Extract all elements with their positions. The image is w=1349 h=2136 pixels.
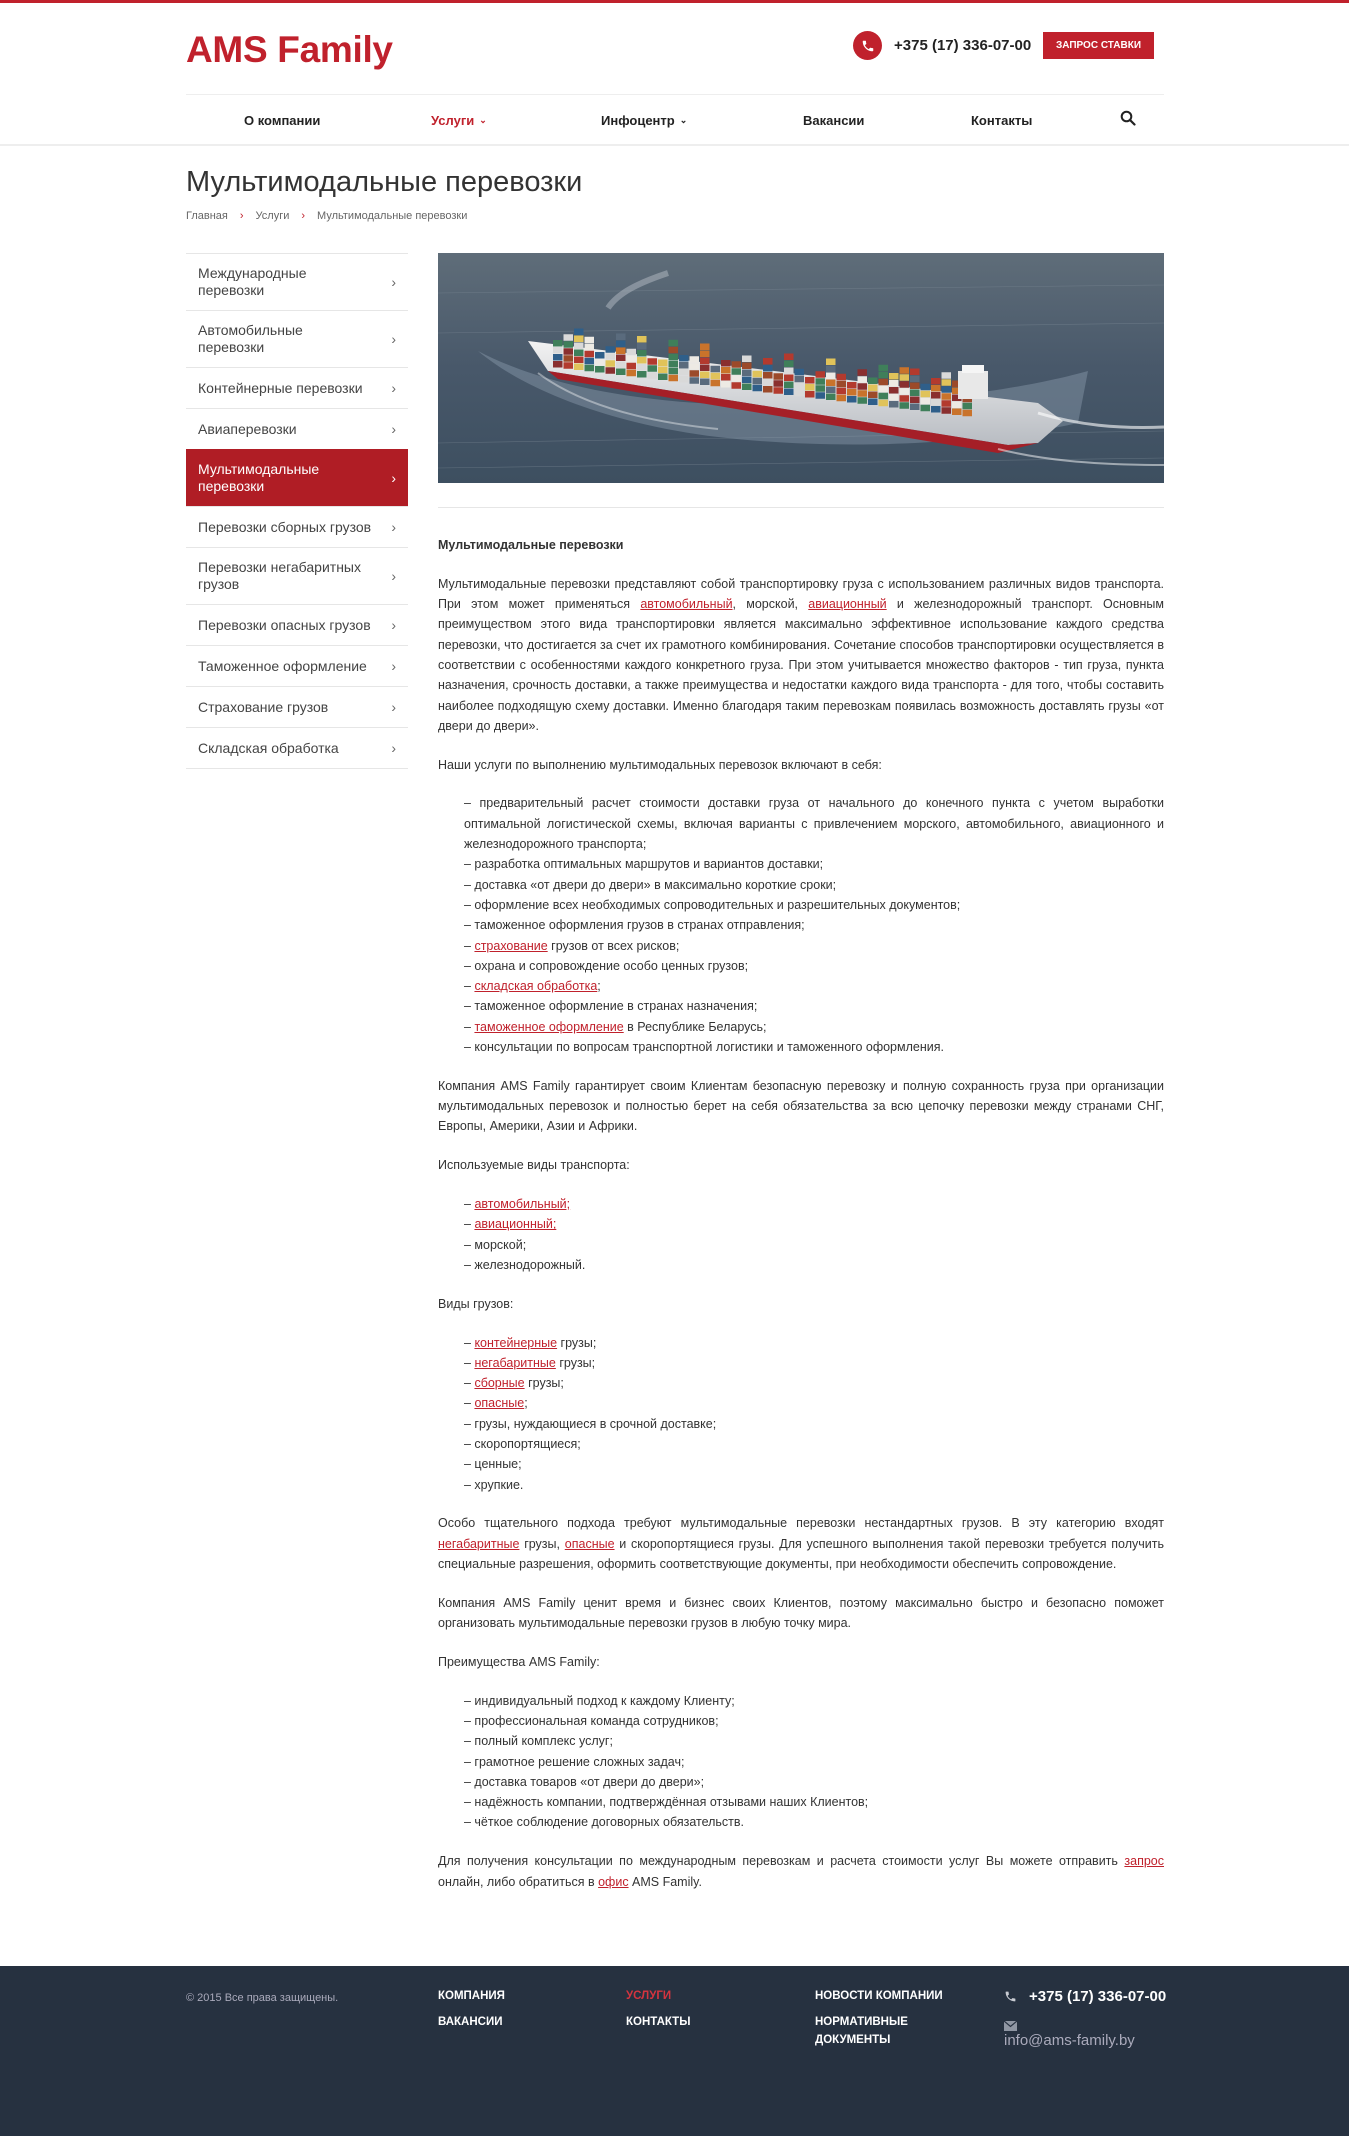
footer-phone-number: +375 (17) 336-07-00: [1029, 1988, 1167, 2005]
link-office[interactable]: офис: [598, 1874, 629, 1889]
article-intro: Мультимодальные перевозки представляют собой транспортировку груза с использованием различных видов транспорта. При этом может применяться автомобильный, морской, авиационный и железнодорожный транспорт. Основным преимуществом этого вида транспортировки является максимально эффективное использование каждого средства перевозки, что достигается за счет их грамотного комбинирования. Сочетание способов транспортировки осуществляется в соответствии с особенностями каждого конкретного груза. При этом учитывается множество факторов - тип груза, пункта назначения, срочность доставки, а также преимущества и недостатки каждого вида транспорта - для того, чтобы составить наиболее подходящую схему доставки. Именно благодаря таким перевозкам появилась возможность доставлять грузы «от двери до двери».: [438, 576, 1164, 733]
list-item: – полный комплекс услуг;: [464, 1734, 613, 1749]
list-item: – ценные;: [464, 1457, 522, 1472]
services-list: [438, 793, 1164, 1057]
content-divider: [438, 507, 1164, 508]
sidebar-item-international[interactable]: [186, 253, 408, 310]
footer-email[interactable]: [1004, 2018, 1135, 2049]
footer-email-address: info@ams-family.by: [1004, 2032, 1135, 2049]
sidebar-item-oversized[interactable]: [186, 547, 408, 604]
nav-item-vacancies[interactable]: [803, 96, 864, 144]
chevron-right-icon: ›: [391, 420, 396, 437]
sidebar-item-label: Контейнерные перевозки: [198, 379, 363, 396]
nav-label: Контакты: [971, 112, 1033, 128]
chevron-right-icon: ›: [391, 518, 396, 535]
link-road[interactable]: автомобильный: [640, 597, 733, 612]
chevron-right-icon: ›: [391, 469, 396, 486]
link-dangerous[interactable]: опасные: [474, 1396, 525, 1411]
sidebar-item-label: Таможенное оформление: [198, 657, 367, 674]
nav-item-about[interactable]: [244, 96, 320, 144]
link-oversized[interactable]: негабаритные: [474, 1355, 556, 1370]
list-item: – профессиональная команда сотрудников;: [464, 1713, 719, 1728]
sidebar-item-label: Перевозки негабаритных грузов: [198, 559, 361, 592]
sidebar-item-label: Международные перевозки: [198, 265, 307, 298]
list-item: – таможенное оформления грузов в странах отправления;: [464, 918, 805, 933]
footer-link-services[interactable]: УСЛУГИ: [626, 1990, 672, 2002]
list-item: – грамотное решение сложных задач;: [464, 1754, 685, 1769]
sidebar-item-insurance[interactable]: [186, 686, 408, 727]
sidebar-item-label: Автомобильные перевозки: [198, 322, 303, 355]
footer-link-company[interactable]: КОМПАНИЯ: [438, 1990, 505, 2002]
advantages-list: [438, 1691, 1164, 1833]
hero-image-container-ship: [438, 253, 1164, 483]
value-paragraph: Компания AMS Family ценит время и бизнес своих Клиентов, поэтому максимально быстро и безопасно поможет организовать мультимодальные перевозки грузов в любую точку мира.: [438, 1595, 1164, 1631]
site-footer: [0, 1966, 1349, 2136]
link-air-transport[interactable]: авиационный;: [474, 1217, 557, 1232]
list-item: – скоропортящиеся;: [464, 1436, 581, 1451]
list-item: – чёткое соблюдение договорных обязательств.: [464, 1815, 745, 1830]
site-logo[interactable]: AMS Family: [186, 29, 393, 70]
nav-label: Услуги: [431, 112, 475, 128]
sidebar-item-customs[interactable]: [186, 645, 408, 686]
link-warehouse[interactable]: складская обработка: [474, 979, 598, 994]
special-paragraph: Особо тщательного подхода требуют мультимодальные перевозки нестандартных грузов. В эту категорию входят негабаритные грузы, опасные и скоропортящиеся грузы. Для успешного выполнения такой перевозки требуется получить специальные разрешения, оформить соответствующие документы, при необходимости обеспечить сопровождение.: [438, 1516, 1164, 1571]
list-item: – опасные;: [464, 1396, 528, 1411]
page-title: Мультимодальные перевозки: [186, 166, 583, 198]
list-item: – индивидуальный подход к каждому Клиенту;: [464, 1693, 735, 1708]
nav-bottom-border: [0, 144, 1349, 146]
nav-label: Инфоцентр: [601, 112, 675, 128]
chevron-down-icon: ⌄: [479, 114, 487, 125]
list-item: – охрана и сопровождение особо ценных грузов;: [464, 958, 749, 973]
header-phone-number: +375 (17) 336-07-00: [894, 37, 1032, 54]
link-oversized-2[interactable]: негабаритные: [438, 1536, 520, 1551]
guarantee-paragraph: Компания AMS Family гарантирует своим Клиентам безопасную перевозку и полную сохранность груза при организации мультимодальных перевозок и полностью берет на себя обязательства за всю цепочку перевозки между странами СНГ, Европы, Америки, Азии и Африки.: [438, 1078, 1164, 1134]
footer-link-news[interactable]: НОВОСТИ КОМПАНИИ: [815, 1990, 943, 2002]
nav-label: Вакансии: [803, 112, 865, 128]
chevron-right-icon: ›: [391, 698, 396, 715]
chevron-right-icon: ›: [391, 330, 396, 347]
link-container[interactable]: контейнерные: [474, 1335, 558, 1350]
list-item: – негабаритные грузы;: [464, 1355, 596, 1370]
breadcrumb-separator-icon: ›: [301, 210, 306, 222]
list-item: – контейнерные грузы;: [464, 1335, 597, 1350]
footer-phone[interactable]: [1004, 1988, 1166, 2005]
chevron-down-icon: ⌄: [679, 114, 688, 125]
list-item: – таможенное оформление в Республике Беларусь;: [464, 1019, 767, 1034]
contact-paragraph: Для получения консультации по международным перевозкам и расчета стоимости услуг Вы можете отправить запрос онлайн, либо обратиться в офис AMS Family.: [438, 1854, 1164, 1889]
nav-label: О компании: [244, 112, 321, 128]
link-road-transport[interactable]: автомобильный;: [474, 1197, 571, 1212]
sidebar-item-label: Перевозки сборных грузов: [198, 518, 372, 535]
breadcrumb-home[interactable]: Главная: [186, 210, 228, 222]
sidebar-item-label: Авиаперевозки: [198, 420, 297, 437]
list-item: – железнодорожный.: [464, 1257, 586, 1272]
list-item: – грузы, нуждающиеся в срочной доставке;: [464, 1416, 717, 1431]
list-item: – хрупкие.: [464, 1477, 524, 1492]
search-icon[interactable]: [1120, 110, 1140, 130]
main-nav: [186, 96, 1164, 144]
list-item: – доставка товаров «от двери до двери»;: [464, 1774, 705, 1789]
cargo-list: [438, 1333, 1164, 1495]
phone-icon: [1004, 1990, 1017, 2003]
list-item: – сборные грузы;: [464, 1376, 564, 1391]
list-item: – автомобильный;: [464, 1197, 571, 1212]
services-intro: Наши услуги по выполнению мультимодальных перевозок включают в себя:: [438, 757, 882, 772]
list-item: – страхование грузов от всех рисков;: [464, 938, 680, 953]
footer-link-vacancies[interactable]: ВАКАНСИИ: [438, 2016, 503, 2028]
transport-intro: Используемые виды транспорта:: [438, 1158, 630, 1173]
link-air[interactable]: авиационный: [808, 597, 887, 612]
nav-item-infocenter[interactable]: [601, 96, 687, 144]
mail-icon: [1004, 2018, 1135, 2032]
chevron-right-icon: ›: [391, 739, 396, 756]
breadcrumb: [186, 210, 467, 222]
list-item: – складская обработка;: [464, 979, 601, 994]
chevron-right-icon: ›: [391, 379, 396, 396]
link-insurance[interactable]: страхование: [474, 938, 548, 953]
services-sidebar: [186, 253, 408, 769]
header-phone[interactable]: [853, 31, 1031, 60]
chevron-right-icon: ›: [391, 567, 396, 584]
sidebar-item-dangerous[interactable]: [186, 604, 408, 645]
sidebar-item-label: Складская обработка: [198, 739, 339, 756]
chevron-right-icon: ›: [391, 273, 396, 290]
article-body: [438, 535, 1164, 1892]
link-groupage[interactable]: сборные: [474, 1376, 525, 1391]
sidebar-item-groupage[interactable]: [186, 506, 408, 547]
breadcrumb-current: Мультимодальные перевозки: [317, 210, 468, 222]
breadcrumb-separator-icon: ›: [239, 210, 244, 222]
sidebar-item-container[interactable]: [186, 367, 408, 408]
link-request[interactable]: запрос: [1124, 1854, 1164, 1869]
nav-item-services[interactable]: [431, 96, 487, 144]
list-item: – таможенное оформление в странах назначения;: [464, 999, 758, 1014]
breadcrumb-services[interactable]: Услуги: [255, 210, 290, 222]
list-item: – морской;: [464, 1237, 527, 1252]
sidebar-item-label: Перевозки опасных грузов: [198, 616, 371, 633]
cargo-intro: Виды грузов:: [438, 1296, 514, 1311]
phone-icon: [853, 31, 882, 60]
sidebar-item-warehouse[interactable]: [186, 727, 408, 768]
nav-item-contacts[interactable]: [971, 96, 1032, 144]
footer-link-documents[interactable]: НОРМАТИВНЫЕ ДОКУМЕНТЫ: [815, 2016, 908, 2046]
request-rate-button[interactable]: ЗАПРОС СТАВКИ: [1043, 32, 1154, 59]
list-item: – надёжность компании, подтверждённая отзывами наших Клиентов;: [464, 1795, 869, 1810]
sidebar-item-multimodal[interactable]: [186, 449, 408, 506]
list-item: – доставка «от двери до двери» в максимально короткие сроки;: [464, 877, 837, 892]
list-item: – консультации по вопросам транспортной логистики и таможенного оформления.: [464, 1040, 944, 1055]
advantages-intro: Преимущества AMS Family:: [438, 1654, 600, 1669]
footer-copyright: © 2015 Все права защищены.: [186, 1992, 339, 2004]
footer-link-contacts[interactable]: КОНТАКТЫ: [626, 2016, 691, 2028]
transport-list: [438, 1194, 1164, 1275]
sidebar-item-label: Мультимодальные перевозки: [198, 461, 320, 494]
chevron-right-icon: ›: [391, 657, 396, 674]
sidebar-end-divider: [186, 768, 408, 769]
list-item: – авиационный;: [464, 1217, 557, 1232]
sidebar-item-label: Страхование грузов: [198, 698, 329, 715]
sidebar-item-air[interactable]: [186, 408, 408, 449]
list-item: – предварительный расчет стоимости доставки груза от начального до конечного пункта с учетом выработки оптимальной логистической схемы, включая варианты с привлечением морского, автомобильного, авиационного и железнодорожного транспорта;: [464, 796, 1164, 852]
link-dangerous-2[interactable]: опасные: [564, 1536, 615, 1551]
top-accent-line: [0, 0, 1349, 3]
header-divider: [186, 94, 1164, 95]
link-customs[interactable]: таможенное оформление: [474, 1019, 624, 1034]
chevron-right-icon: ›: [391, 616, 396, 633]
sidebar-item-road[interactable]: [186, 310, 408, 367]
article-heading: Мультимодальные перевозки: [438, 538, 624, 552]
list-item: – оформление всех необходимых сопроводительных и разрешительных документов;: [464, 897, 961, 912]
list-item: – разработка оптимальных маршрутов и вариантов доставки;: [464, 857, 824, 872]
